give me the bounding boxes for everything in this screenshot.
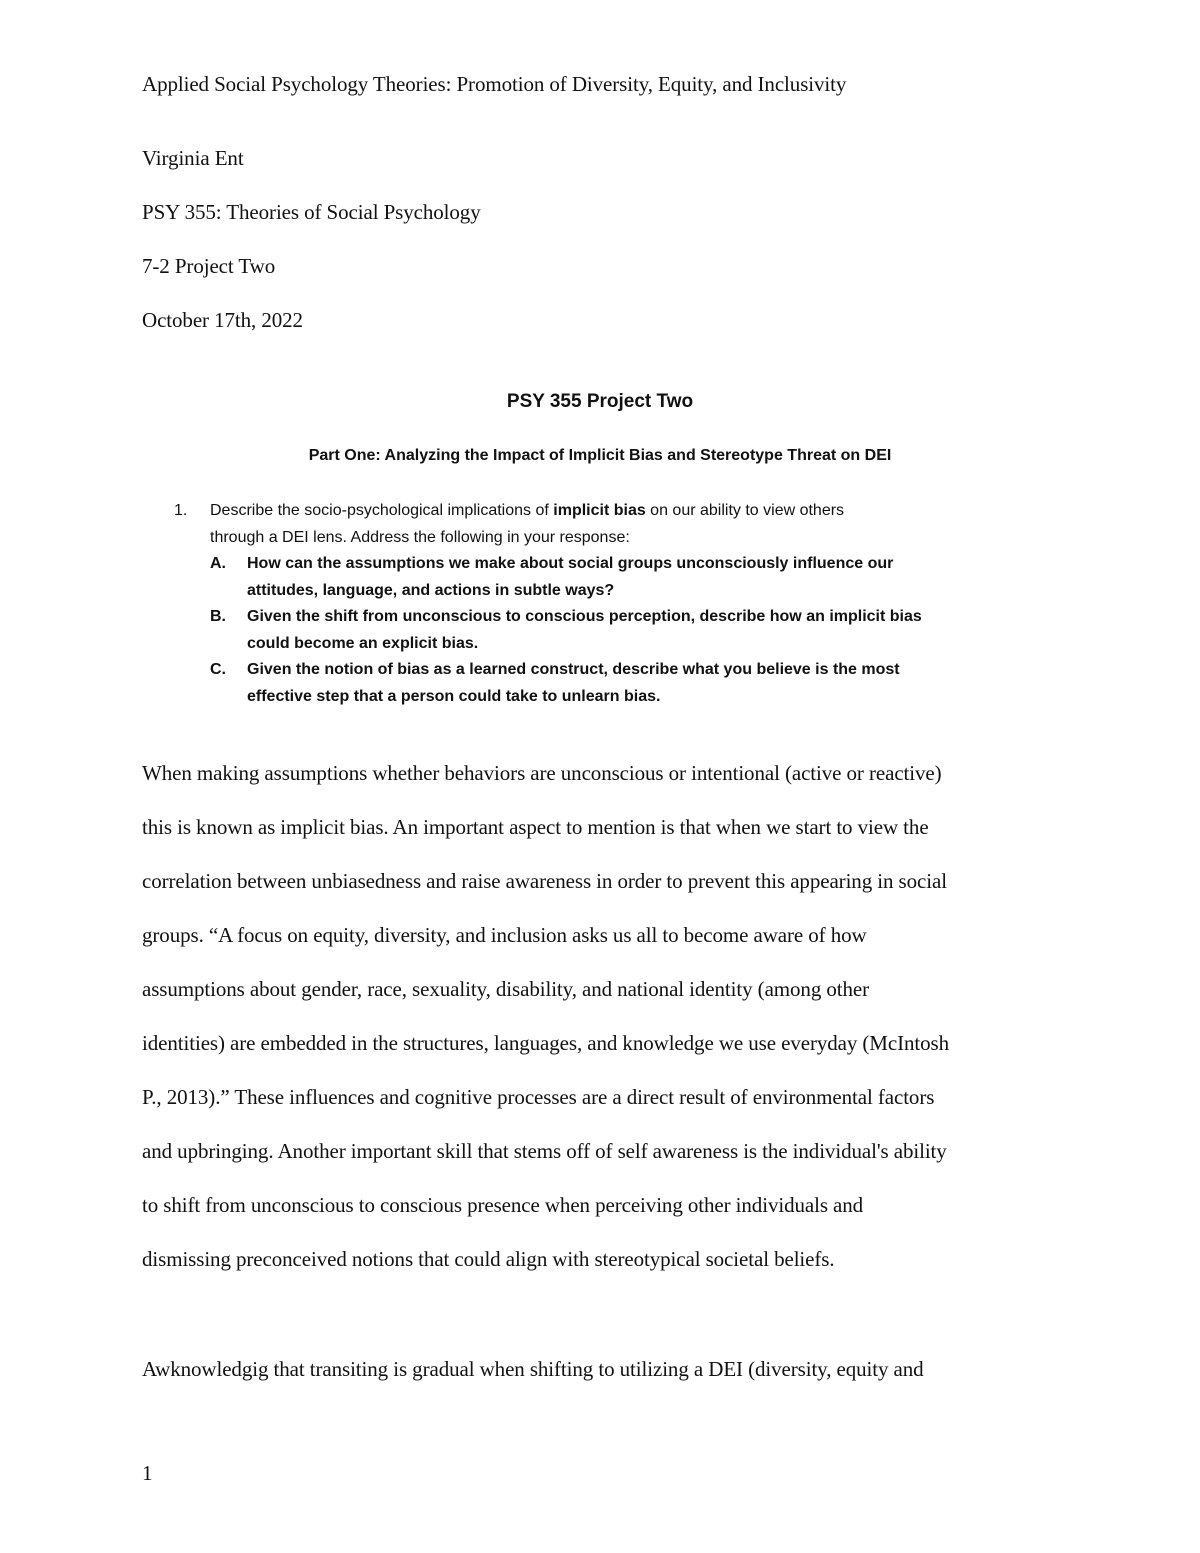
page-number: 1 [142,1461,153,1485]
question-bold-term: implicit bias [553,502,646,519]
part-heading: Part One: Analyzing the Impact of Implicit Bias and Stereotype Threat on DEI [308,447,892,464]
question-list [174,498,1054,710]
sub-question-b: B. Given the shift from unconscious to conscious perception, describe how an implicit bias could become an explicit bias. [210,608,922,652]
document-heading: PSY 355 Project Two [506,391,694,412]
sub-question-a: A. How can the assumptions we make about social groups unconsciously influence our attitudes, language, and actions in subtle ways? [210,555,894,599]
date: October 17th, 2022 [142,308,303,332]
paper-title: Applied Social Psychology Theories: Promotion of Diversity, Equity, and Inclusivity [142,72,847,96]
question-item [174,498,1054,551]
question-text: Describe the socio-psychological implications of [210,502,554,519]
question-text-line2: through a DEI lens. Address the following in your response: [210,528,630,546]
body-paragraph-2: Awknowledgig that transiting is gradual when shifting to utilizing a DEI (diversity, equity and [142,1357,924,1381]
author-name: Virginia Ent [142,146,244,170]
body-paragraph-1: When making assumptions whether behaviors are unconscious or intentional (active or reactive) this is known as implicit bias. An important aspect to mention is that when we start to view the correlation between unbiasedness and raise awareness in order to prevent this appearing in social groups. “A focus on equity, diversity, and inclusion asks us all to become aware of how assumptions about gender, race, sexuality, disability, and national identity (among other identities) are embedded in the structures, languages, and knowledge we use everyday (McIntosh P., 2013).” These influences and cognitive processes are a direct result of environmental factors and upbringing. Another important skill that stems off of self awareness is the individual's ability to shift from unconscious to conscious presence when perceiving other individuals and dismissing preconceived notions that could align with stereotypical societal beliefs. [142,761,949,1271]
question-number: 1. [174,502,188,519]
question-text-cont: on our ability to view others [645,502,845,519]
assignment-name: 7-2 Project Two [142,254,276,278]
sub-question-c: C. Given the notion of bias as a learned construct, describe what you believe is the most effective step that a person could take to unlearn bias. [210,661,900,705]
course-name: PSY 355: Theories of Social Psychology [142,200,481,224]
